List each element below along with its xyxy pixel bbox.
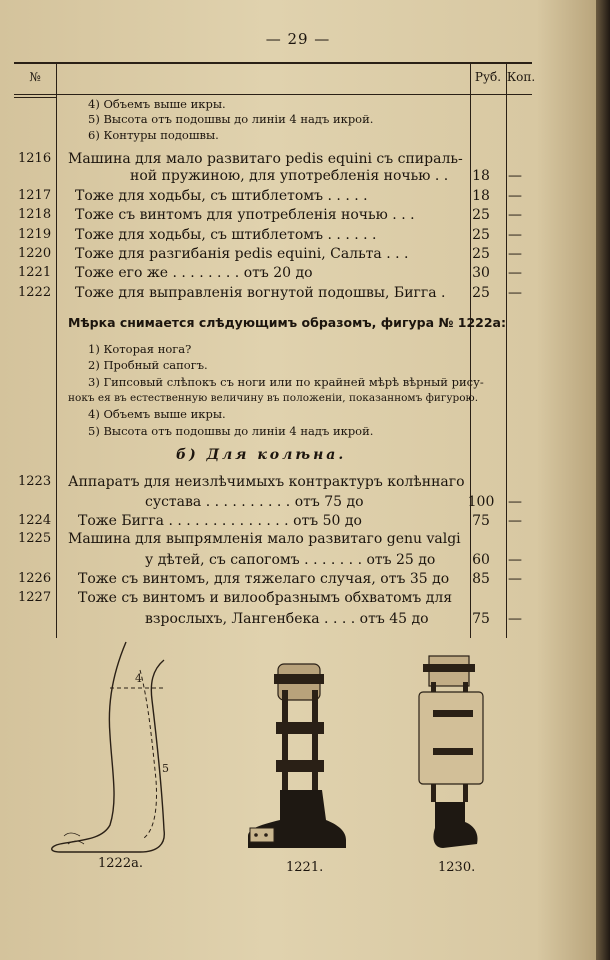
- figure-caption: 1221.: [286, 860, 324, 875]
- item-description: Тоже для разгибанія pedis equini, Сальта . . .: [75, 246, 409, 262]
- price-rub: 100: [467, 494, 495, 510]
- measurement-note: нокъ ея въ естественную величину въ положеніи, показанномъ фигурою.: [68, 392, 479, 404]
- price-kop: —: [508, 246, 522, 262]
- item-number: 1223: [18, 474, 52, 489]
- measurement-note: 4) Объемъ выше икры.: [88, 407, 226, 421]
- price-kop: —: [508, 611, 522, 627]
- price-rub: 25: [472, 285, 490, 301]
- price-kop: —: [508, 265, 522, 281]
- figure-caption: 1230.: [438, 860, 476, 875]
- price-rub: 30: [472, 265, 490, 281]
- price-rub: 18: [472, 188, 490, 204]
- item-description: Тоже съ винтомъ, для тяжелаго случая, отъ 35 до: [78, 571, 450, 587]
- item-number: 1219: [18, 227, 52, 242]
- measurement-note: 5) Высота отъ подошвы до линіи 4 надъ икрой.: [88, 112, 374, 126]
- item-number: 1222: [18, 285, 52, 300]
- item-description: Тоже съ винтомъ и вилообразнымъ обхватомъ для: [78, 590, 453, 606]
- price-kop: —: [508, 207, 522, 223]
- item-description: Машина для мало развитаго pedis equini съ спираль-: [68, 151, 463, 167]
- header-kop: Коп.: [506, 70, 536, 84]
- item-description: у дѣтей, съ сапогомъ . . . . . . . отъ 25 до: [145, 552, 436, 568]
- item-description: сустава . . . . . . . . . . отъ 75 до: [145, 494, 364, 510]
- item-number: 1220: [18, 246, 52, 261]
- svg-text:4: 4: [135, 672, 142, 685]
- item-description: Машина для выпрямленія мало развитаго genu valgi: [68, 531, 461, 547]
- item-description: ной пружиною, для употребленія ночью . .: [130, 168, 449, 184]
- price-kop: —: [508, 285, 522, 301]
- header-rule-double: [14, 97, 56, 98]
- price-rub: 60: [472, 552, 490, 568]
- item-description: Аппаратъ для неизлѣчимыхъ контрактуръ колѣннаго: [68, 474, 465, 490]
- item-description: Тоже для ходьбы, съ штиблетомъ . . . . .: [75, 188, 368, 204]
- price-kop: —: [508, 168, 522, 184]
- svg-text:5: 5: [162, 762, 169, 775]
- price-rub: 25: [472, 207, 490, 223]
- price-kop: —: [508, 188, 522, 204]
- price-kop: —: [508, 571, 522, 587]
- brace-boot-figure: [240, 660, 352, 860]
- item-description: Тоже для выправленія вогнутой подошвы, Бигга .: [75, 285, 446, 301]
- header-rub: Руб.: [474, 70, 502, 84]
- column-divider-num: [56, 64, 57, 638]
- measurement-note: 4) Объемъ выше икры.: [88, 97, 226, 111]
- price-rub: 85: [472, 571, 490, 587]
- section-heading: б) Для колѣна.: [176, 447, 347, 463]
- measurement-note: 5) Высота отъ подошвы до линіи 4 надъ икрой.: [88, 424, 374, 438]
- measurement-note: 2) Пробный сапогъ.: [88, 358, 208, 372]
- figure-caption: 1222a.: [98, 856, 143, 871]
- page-number: — 29 —: [265, 30, 331, 48]
- measurement-note: 3) Гипсовый слѣпокъ съ ноги или по крайней мѣрѣ вѣрный рису-: [88, 375, 484, 389]
- price-kop: —: [508, 227, 522, 243]
- item-description: Тоже его же . . . . . . . . отъ 20 до: [75, 265, 313, 281]
- item-number: 1217: [18, 188, 52, 203]
- price-rub: 75: [472, 513, 490, 529]
- price-rub: 25: [472, 227, 490, 243]
- measurement-note: 1) Которая нога?: [88, 342, 192, 356]
- item-number: 1221: [18, 265, 52, 280]
- knee-brace-figure: [405, 652, 495, 857]
- price-rub: 75: [472, 611, 490, 627]
- item-number: 1227: [18, 590, 52, 605]
- item-number: 1224: [18, 513, 52, 528]
- item-description: Тоже Бигга . . . . . . . . . . . . . . отъ 50 до: [78, 513, 362, 529]
- item-description: Тоже для ходьбы, съ штиблетомъ . . . . . .: [75, 227, 377, 243]
- price-kop: —: [508, 552, 522, 568]
- measurement-heading: Мѣрка снимается слѣдующимъ образомъ, фигура № 1222а:: [68, 315, 506, 330]
- item-description: взрослыхъ, Лангенбека . . . . отъ 45 до: [145, 611, 429, 627]
- book-edge: [596, 0, 610, 960]
- price-rub: 18: [472, 168, 490, 184]
- measurement-note: 6) Контуры подошвы.: [88, 128, 219, 142]
- leg-outline-figure: [40, 640, 180, 855]
- item-description: Тоже съ винтомъ для употребленія ночью . . .: [75, 207, 415, 223]
- item-number: 1218: [18, 207, 52, 222]
- price-rub: 25: [472, 246, 490, 262]
- item-number: 1226: [18, 571, 52, 586]
- price-kop: —: [508, 513, 522, 529]
- price-kop: —: [508, 494, 522, 510]
- item-number: 1225: [18, 531, 52, 546]
- header-num: №: [29, 70, 41, 84]
- item-number: 1216: [18, 151, 52, 166]
